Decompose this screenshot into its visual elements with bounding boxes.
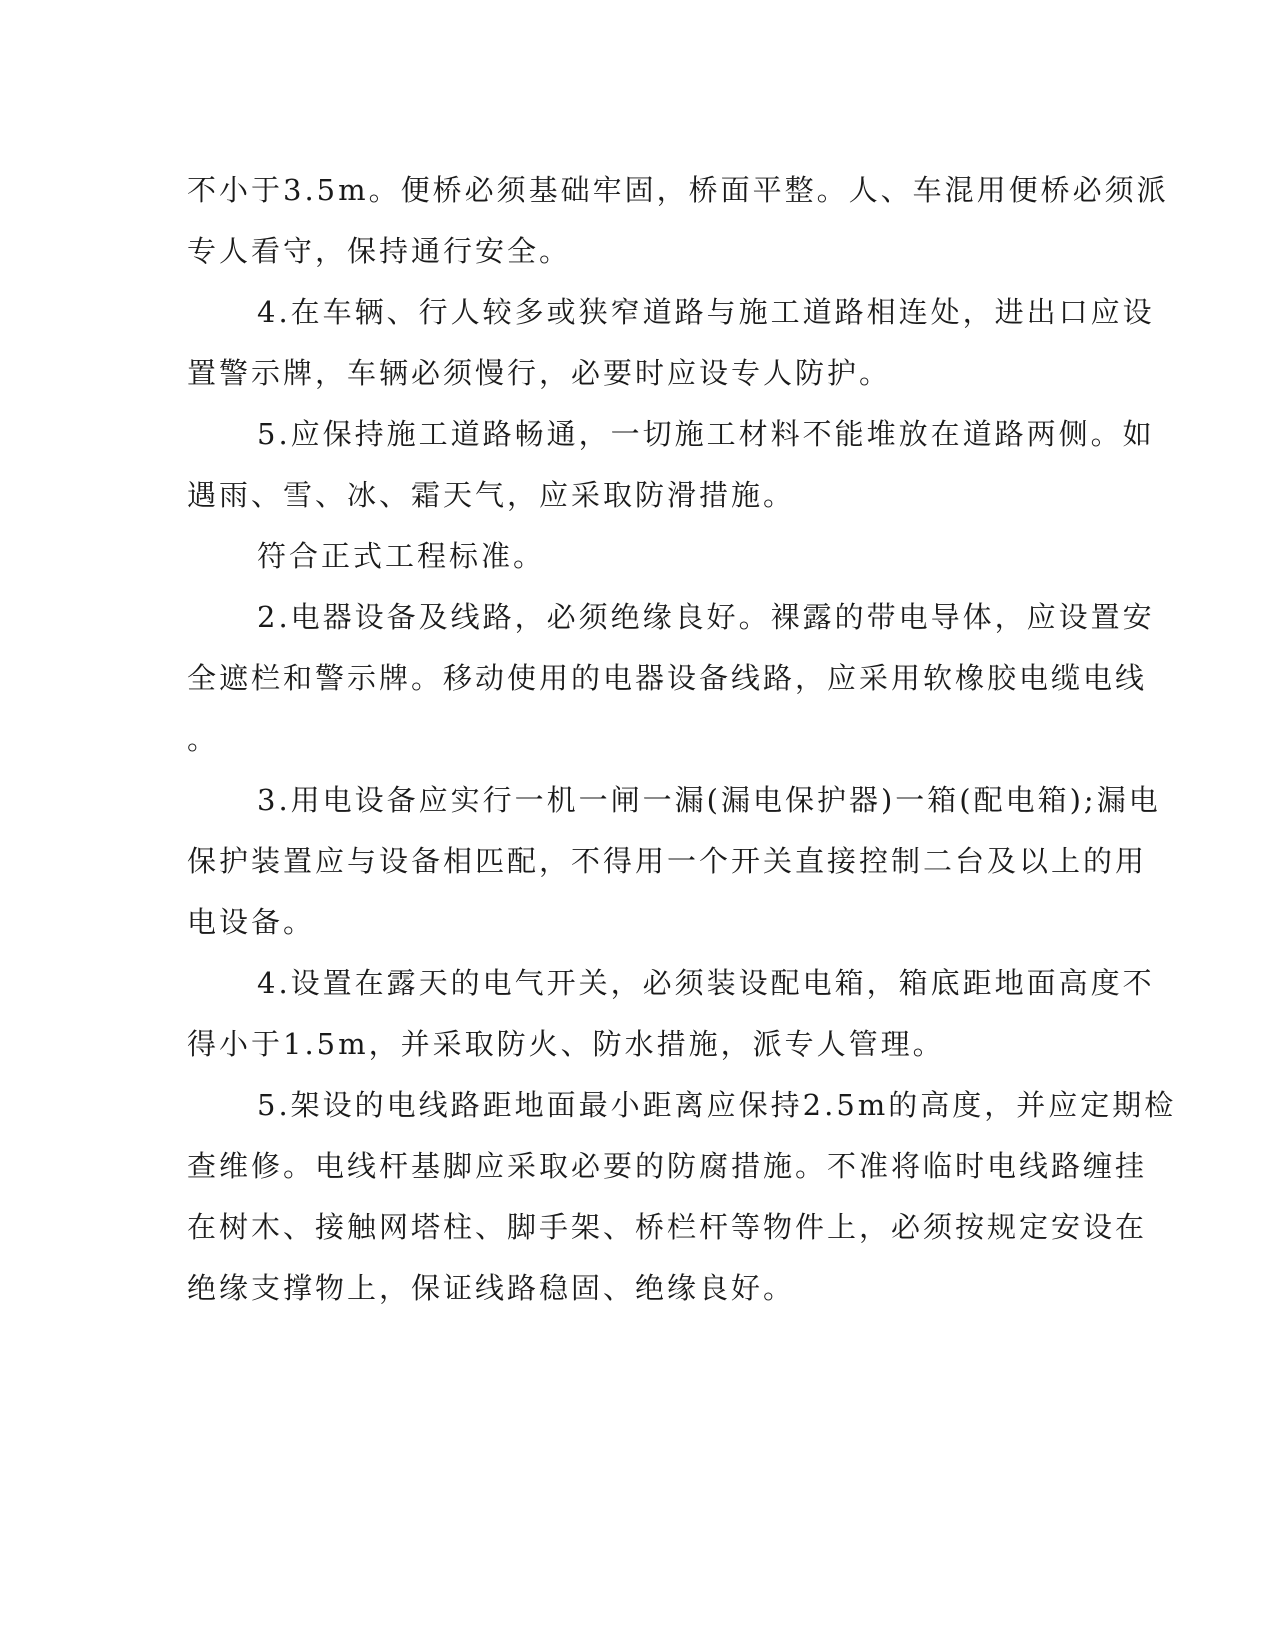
- text-line: 查维修。电线杆基脚应采取必要的防腐措施。不准将临时电线路缠挂: [187, 1149, 1148, 1183]
- paragraph-electric-item-3: [187, 770, 1161, 953]
- text-line: 5.应保持施工道路畅通，一切施工材料不能堆放在道路两侧。如: [257, 417, 1155, 451]
- text-line: 4.设置在露天的电气开关，必须装设配电箱，箱底距地面高度不: [257, 966, 1155, 1000]
- text-line: 置警示牌，车辆必须慢行，必要时应设专人防护。: [187, 356, 892, 390]
- text-line: 4.在车辆、行人较多或狭窄道路与施工道路相连处，进出口应设: [257, 295, 1155, 329]
- text-line: 2.电器设备及线路，必须绝缘良好。裸露的带电导体，应设置安: [257, 600, 1155, 634]
- text-line: 遇雨、雪、冰、霜天气，应采取防滑措施。: [187, 478, 796, 512]
- text-line: 专人看守，保持通行安全。: [187, 234, 572, 268]
- text-line: 电设备。: [187, 905, 316, 939]
- paragraph-standard: [187, 526, 1087, 587]
- body-text: [187, 160, 1177, 1319]
- text-line: 5.架设的电线路距地面最小距离应保持2.5m的高度，并应定期检: [257, 1088, 1177, 1122]
- text-line: 。: [187, 722, 220, 756]
- text-line: 不小于3.5m。便桥必须基础牢固，桥面平整。人、车混用便桥必须派: [187, 173, 1169, 207]
- paragraph-road-item-4: [187, 282, 1155, 404]
- paragraph-road-item-5: [187, 404, 1155, 526]
- paragraph-electric-item-4: [187, 953, 1155, 1075]
- text-line: 符合正式工程标准。: [257, 539, 546, 573]
- paragraph-electric-item-2: [187, 587, 1155, 770]
- text-line: 3.用电设备应实行一机一闸一漏(漏电保护器)一箱(配电箱);漏电: [257, 783, 1161, 817]
- text-line: 在树木、接触网塔柱、脚手架、桥栏杆等物件上，必须按规定安设在: [187, 1210, 1148, 1244]
- text-line: 得小于1.5m，并采取防火、防水措施，派专人管理。: [187, 1027, 945, 1061]
- text-line: 绝缘支撑物上，保证线路稳固、绝缘良好。: [187, 1271, 796, 1305]
- paragraph-bridge-continuation: [187, 160, 1169, 282]
- text-line: 保护装置应与设备相匹配，不得用一个开关直接控制二台及以上的用: [187, 844, 1148, 878]
- text-line: 全遮栏和警示牌。移动使用的电器设备线路，应采用软橡胶电缆电线: [187, 661, 1148, 695]
- paragraph-electric-item-5: [187, 1075, 1177, 1319]
